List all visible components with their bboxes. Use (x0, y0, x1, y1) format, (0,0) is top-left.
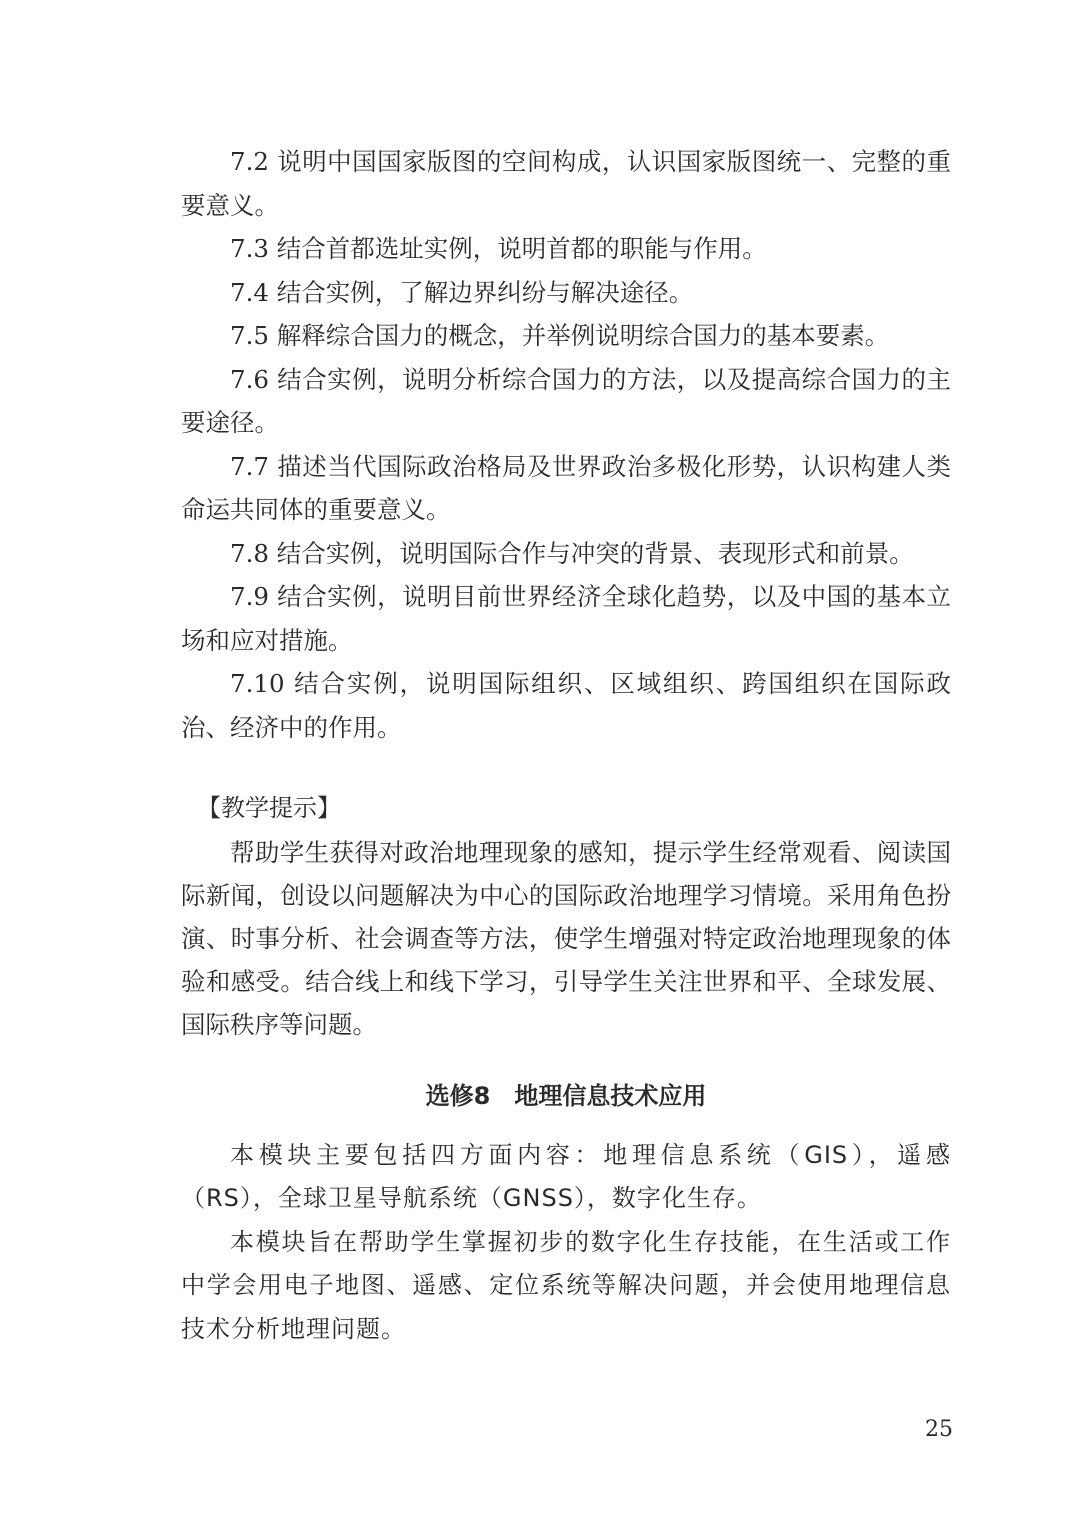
item-7-2: 7.2 说明中国国家版图的空间构成，认识国家版图统一、完整的重要意义。 (181, 147, 951, 220)
item-7-4: 7.4 结合实例，了解边界纠纷与解决途径。 (230, 277, 694, 307)
module-paragraph-2: 本模块旨在帮助学生掌握初步的数字化生存技能，在生活或工作中学会用电子地图、遥感、定位系统等解决问题，并会使用地理信息技术分析地理问题。 (181, 1227, 951, 1343)
item-7-3: 7.3 结合首都选址实例，说明首都的职能与作用。 (230, 234, 767, 263)
item-7-8: 7.8 结合实例，说明国际合作与冲突的背景、表现形式和前景。 (230, 538, 914, 568)
teaching-tips-body: 帮助学生获得对政治地理现象的感知，提示学生经常观看、阅读国际新闻，创设以问题解决为中心的国际政治地理学习情境。采用角色扮演、时事分析、社会调查等方法，使学生增强对特定政治地理现象的体验和感受。结合线上和线下学习，引导学生关注世界和平、全球发展、国际秩序等问题。 (181, 837, 951, 1039)
teaching-tips-heading: 【教学提示】 (197, 794, 341, 822)
item-7-7: 7.7 描述当代国际政治格局及世界政治多极化形势，认识构建人类命运共同体的重要意义。 (181, 451, 951, 524)
item-7-10: 7.10 结合实例，说明国际组织、区域组织、跨国组织在国际政治、经济中的作用。 (181, 669, 951, 742)
page-number: 25 (925, 1417, 953, 1442)
item-7-6: 7.6 结合实例，说明分析综合国力的方法，以及提高综合国力的主要途径。 (181, 364, 951, 437)
module-paragraph-1: 本模块主要包括四方面内容：地理信息系统（GIS），遥感（RS），全球卫星导航系统（GNSS），数字化生存。 (181, 1140, 951, 1212)
item-7-9: 7.9 结合实例，说明目前世界经济全球化趋势，以及中国的基本立场和应对措施。 (181, 582, 951, 655)
page-content (181, 140, 951, 1351)
item-7-5: 7.5 解释综合国力的概念，并举例说明综合国力的基本要素。 (230, 321, 890, 350)
module-title: 选修8 地理信息技术应用 (425, 1081, 707, 1110)
